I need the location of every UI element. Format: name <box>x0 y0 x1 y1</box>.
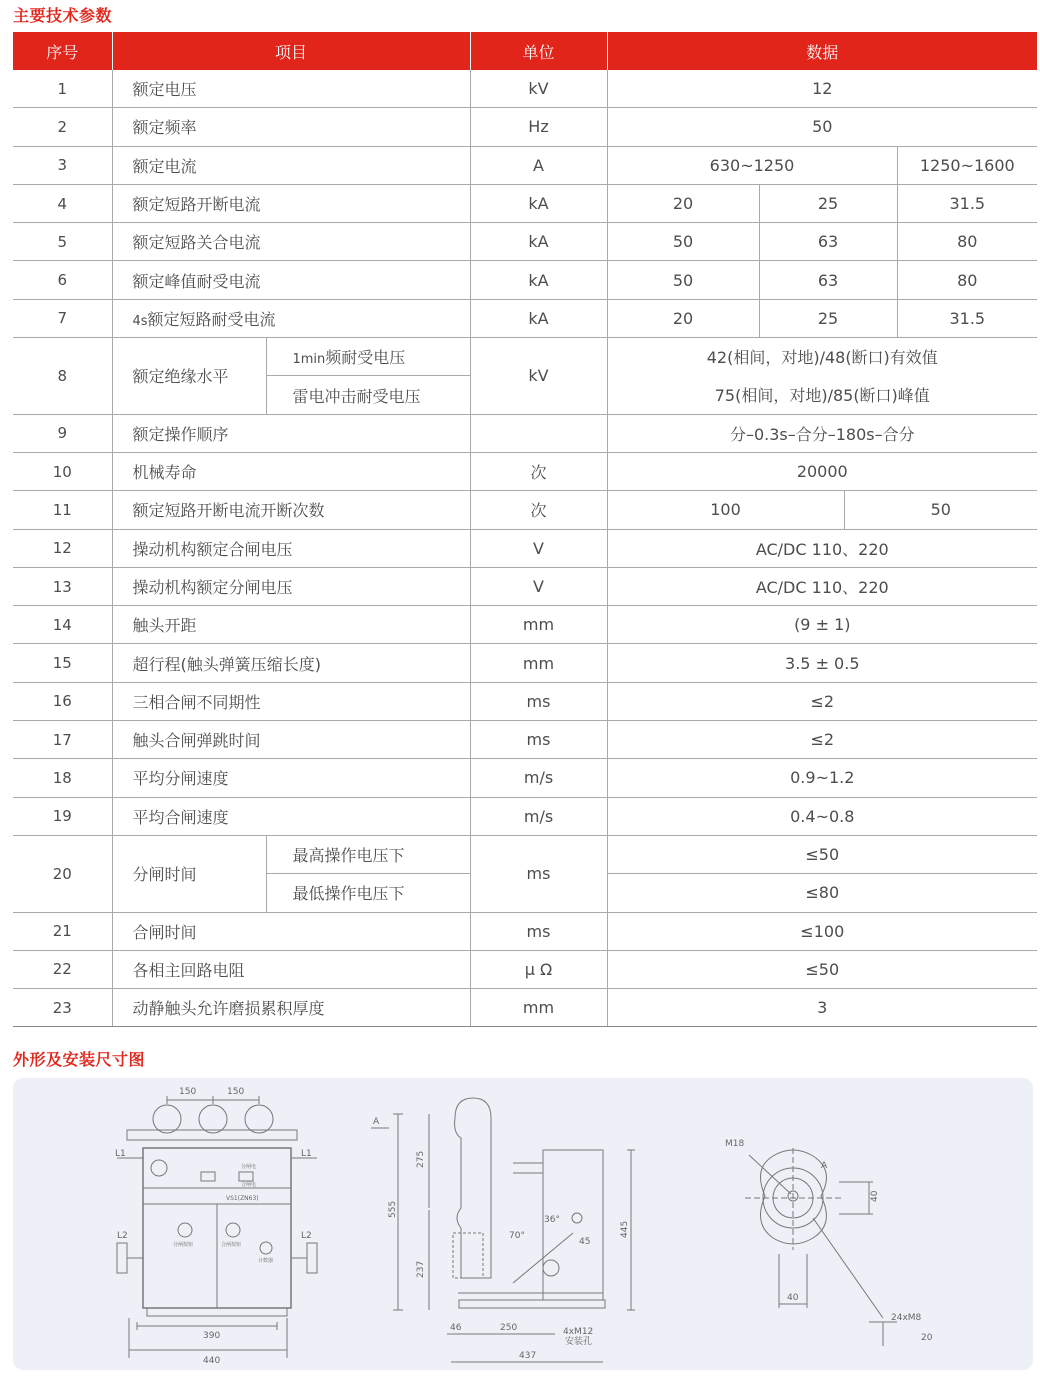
row-unit: kA <box>470 223 607 261</box>
dim-150-right: 150 <box>227 1087 245 1097</box>
table-row <box>13 912 1037 950</box>
table-row <box>13 70 1037 108</box>
row-value: (9 ± 1) <box>607 606 1037 644</box>
row-subitem-1 <box>266 338 470 376</box>
table-row <box>13 835 1037 873</box>
table-row <box>13 491 1037 529</box>
row-unit: V <box>470 529 607 567</box>
row-item: 触头合闸弹跳时间 <box>112 721 470 759</box>
row-value: ≤50 <box>607 950 1037 988</box>
row-value: ≤2 <box>607 682 1037 720</box>
view-a-label: A <box>821 1161 828 1171</box>
row-unit: ms <box>470 721 607 759</box>
table-row <box>13 682 1037 720</box>
row-item-prefix: 4s <box>132 313 148 329</box>
dim-440: 440 <box>203 1356 221 1366</box>
angle-36: 36° <box>544 1215 560 1225</box>
row-no: 8 <box>13 338 112 415</box>
row-item: 额定短路开断电流开断次数 <box>112 491 470 529</box>
row-value: 0.9~1.2 <box>607 759 1037 797</box>
row-item: 平均合闸速度 <box>112 797 470 835</box>
row-value-2: 63 <box>759 261 897 299</box>
dim-40-horizontal: 40 <box>787 1293 799 1303</box>
row-value: AC/DC 110、220 <box>607 567 1037 605</box>
row-unit <box>470 414 607 452</box>
row-item: 分闸时间 <box>112 835 266 912</box>
row-item: 额定短路开断电流 <box>112 184 470 222</box>
row-unit: kA <box>470 299 607 337</box>
row-item: 额定电流 <box>112 146 470 184</box>
row-no: 15 <box>13 644 112 682</box>
row-no: 20 <box>13 835 112 912</box>
row-unit: kV <box>470 70 607 108</box>
section-title-drawing: 外形及安装尺寸图 <box>13 1050 146 1069</box>
row-item: 机械寿命 <box>112 452 470 490</box>
row-unit: ms <box>470 835 607 912</box>
row-value-2: 25 <box>759 299 897 337</box>
btn-close-label: 合闸按钮 <box>221 1242 242 1248</box>
row-no: 9 <box>13 414 112 452</box>
row-subitem-1: 最高操作电压下 <box>266 835 470 873</box>
label-l2-left: L2 <box>117 1231 128 1241</box>
table-row <box>13 529 1037 567</box>
row-value: 12 <box>607 70 1037 108</box>
arrow-a-label: A <box>373 1117 380 1127</box>
row-unit: m/s <box>470 759 607 797</box>
table-row <box>13 644 1037 682</box>
row-no: 10 <box>13 452 112 490</box>
row-no: 5 <box>13 223 112 261</box>
row-value-2: 75(相间，对地)/85(断口)峰值 <box>607 376 1037 414</box>
row-item: 合闸时间 <box>112 912 470 950</box>
spec-table <box>13 32 1037 1027</box>
row-item: 超行程(触头弹簧压缩长度) <box>112 644 470 682</box>
front-view <box>117 1096 317 1358</box>
row-no: 21 <box>13 912 112 950</box>
row-unit: ms <box>470 912 607 950</box>
plate-label-2: 合闸电 <box>241 1182 257 1188</box>
dim-46: 46 <box>450 1323 462 1333</box>
row-value-1: 50 <box>607 261 759 299</box>
row-unit: ms <box>470 682 607 720</box>
table-row <box>13 606 1037 644</box>
row-item: 额定电压 <box>112 70 470 108</box>
row-item: 各相主回路电阻 <box>112 950 470 988</box>
header-unit: 单位 <box>470 32 607 70</box>
dim-250: 250 <box>500 1323 518 1333</box>
row-value-3: 80 <box>897 223 1037 261</box>
row-no: 3 <box>13 146 112 184</box>
label-l2-right: L2 <box>301 1231 312 1241</box>
dim-445: 445 <box>620 1220 630 1238</box>
dim-275: 275 <box>416 1150 426 1168</box>
row-item: 操动机构额定分闸电压 <box>112 567 470 605</box>
row-no: 22 <box>13 950 112 988</box>
row-item: 额定频率 <box>112 108 470 146</box>
label-l1-right: L1 <box>301 1149 312 1159</box>
row-no: 7 <box>13 299 112 337</box>
row-value-3: 31.5 <box>897 184 1037 222</box>
dim-40-vertical: 40 <box>870 1190 880 1202</box>
row-value-2: 1250~1600 <box>897 146 1037 184</box>
row-no: 19 <box>13 797 112 835</box>
row-value-3: 31.5 <box>897 299 1037 337</box>
row-value-1: 630~1250 <box>607 146 897 184</box>
row-value: 20000 <box>607 452 1037 490</box>
row-no: 13 <box>13 567 112 605</box>
row-no: 4 <box>13 184 112 222</box>
row-subitem-2: 最低操作电压下 <box>266 874 470 912</box>
dim-150-left: 150 <box>179 1087 197 1097</box>
row-value-1: 100 <box>607 491 844 529</box>
row-value-1: 20 <box>607 184 759 222</box>
row-value: ≤100 <box>607 912 1037 950</box>
detail-view-a <box>745 1148 897 1346</box>
row-item: 平均分闸速度 <box>112 759 470 797</box>
row-value: ≤2 <box>607 721 1037 759</box>
row-item <box>112 299 470 337</box>
row-no: 11 <box>13 491 112 529</box>
row-subitem-2: 雷电冲击耐受电压 <box>266 376 470 414</box>
table-row <box>13 721 1037 759</box>
row-unit: Hz <box>470 108 607 146</box>
table-row <box>13 414 1037 452</box>
row-value: 50 <box>607 108 1037 146</box>
counter-label: 计数器 <box>258 1258 274 1264</box>
row-unit: μ Ω <box>470 950 607 988</box>
holes-label: 4xM12 <box>563 1327 594 1337</box>
table-row <box>13 338 1037 376</box>
row-unit: kA <box>470 184 607 222</box>
drawing-panel <box>13 1078 1033 1370</box>
row-item: 三相合闸不同期性 <box>112 682 470 720</box>
model-label: VS1(ZN63) <box>226 1195 259 1202</box>
row-no: 17 <box>13 721 112 759</box>
dim-437: 437 <box>519 1351 537 1361</box>
table-row <box>13 797 1037 835</box>
dim-20: 20 <box>921 1333 933 1343</box>
row-no: 12 <box>13 529 112 567</box>
table-row <box>13 299 1037 337</box>
row-no: 18 <box>13 759 112 797</box>
row-unit: 次 <box>470 452 607 490</box>
row-no: 16 <box>13 682 112 720</box>
row-no: 2 <box>13 108 112 146</box>
row-unit: 次 <box>470 491 607 529</box>
dim-390: 390 <box>203 1331 221 1341</box>
row-value-2: 50 <box>844 491 1037 529</box>
row-value: 分–0.3s–合分–180s–合分 <box>607 414 1037 452</box>
table-row <box>13 261 1037 299</box>
label-m18: M18 <box>725 1139 745 1149</box>
row-unit: V <box>470 567 607 605</box>
row-unit: mm <box>470 644 607 682</box>
holes-note: 安装孔 <box>565 1337 593 1347</box>
dim-555: 555 <box>388 1200 398 1218</box>
row-value: 3 <box>607 989 1037 1027</box>
row-no: 14 <box>13 606 112 644</box>
table-row <box>13 184 1037 222</box>
table-row <box>13 950 1037 988</box>
row-value-1: ≤50 <box>607 835 1037 873</box>
dim-45: 45 <box>579 1237 591 1247</box>
header-item: 项目 <box>112 32 470 70</box>
row-value: AC/DC 110、220 <box>607 529 1037 567</box>
table-row <box>13 223 1037 261</box>
row-no: 6 <box>13 261 112 299</box>
table-row <box>13 759 1037 797</box>
row-value-2: 63 <box>759 223 897 261</box>
row-unit: m/s <box>470 797 607 835</box>
table-header <box>13 32 1037 70</box>
row-no: 23 <box>13 989 112 1027</box>
row-item: 额定绝缘水平 <box>112 338 266 415</box>
row-item: 额定短路关合电流 <box>112 223 470 261</box>
row-item: 动静触头允许磨损累积厚度 <box>112 989 470 1027</box>
section-title-specs: 主要技术参数 <box>13 6 113 25</box>
table-row <box>13 146 1037 184</box>
row-item-text: 额定短路耐受电流 <box>147 309 276 329</box>
row-unit: mm <box>470 606 607 644</box>
row-value-1: 50 <box>607 223 759 261</box>
row-item: 触头开距 <box>112 606 470 644</box>
row-unit: kA <box>470 261 607 299</box>
dim-237: 237 <box>416 1260 426 1278</box>
row-value-2: 25 <box>759 184 897 222</box>
row-unit: kV <box>470 338 607 415</box>
row-item: 操动机构额定合闸电压 <box>112 529 470 567</box>
row-subitem-text: 频耐受电压 <box>325 348 406 368</box>
row-value-1: 20 <box>607 299 759 337</box>
row-value-3: 80 <box>897 261 1037 299</box>
table-row <box>13 452 1037 490</box>
row-no: 1 <box>13 70 112 108</box>
row-item: 额定峰值耐受电流 <box>112 261 470 299</box>
table-row <box>13 989 1037 1027</box>
row-unit: mm <box>470 989 607 1027</box>
table-row <box>13 108 1037 146</box>
btn-open-label: 分闸按钮 <box>173 1242 194 1248</box>
row-value-1: 42(相间，对地)/48(断口)有效值 <box>607 338 1037 376</box>
row-value: 0.4~0.8 <box>607 797 1037 835</box>
header-no: 序号 <box>13 32 112 70</box>
header-data: 数据 <box>607 32 1037 70</box>
angle-70: 70° <box>509 1231 525 1241</box>
plate-label-1: 分闸电 <box>241 1164 257 1170</box>
bolts-label: 24xM8 <box>891 1313 922 1323</box>
row-subitem-prefix: 1min <box>292 352 326 368</box>
row-unit: A <box>470 146 607 184</box>
row-value-2: ≤80 <box>607 874 1037 912</box>
dimension-drawing <box>13 1078 1033 1370</box>
row-value: 3.5 ± 0.5 <box>607 644 1037 682</box>
label-l1-left: L1 <box>115 1149 126 1159</box>
row-item: 额定操作顺序 <box>112 414 470 452</box>
table-row <box>13 567 1037 605</box>
